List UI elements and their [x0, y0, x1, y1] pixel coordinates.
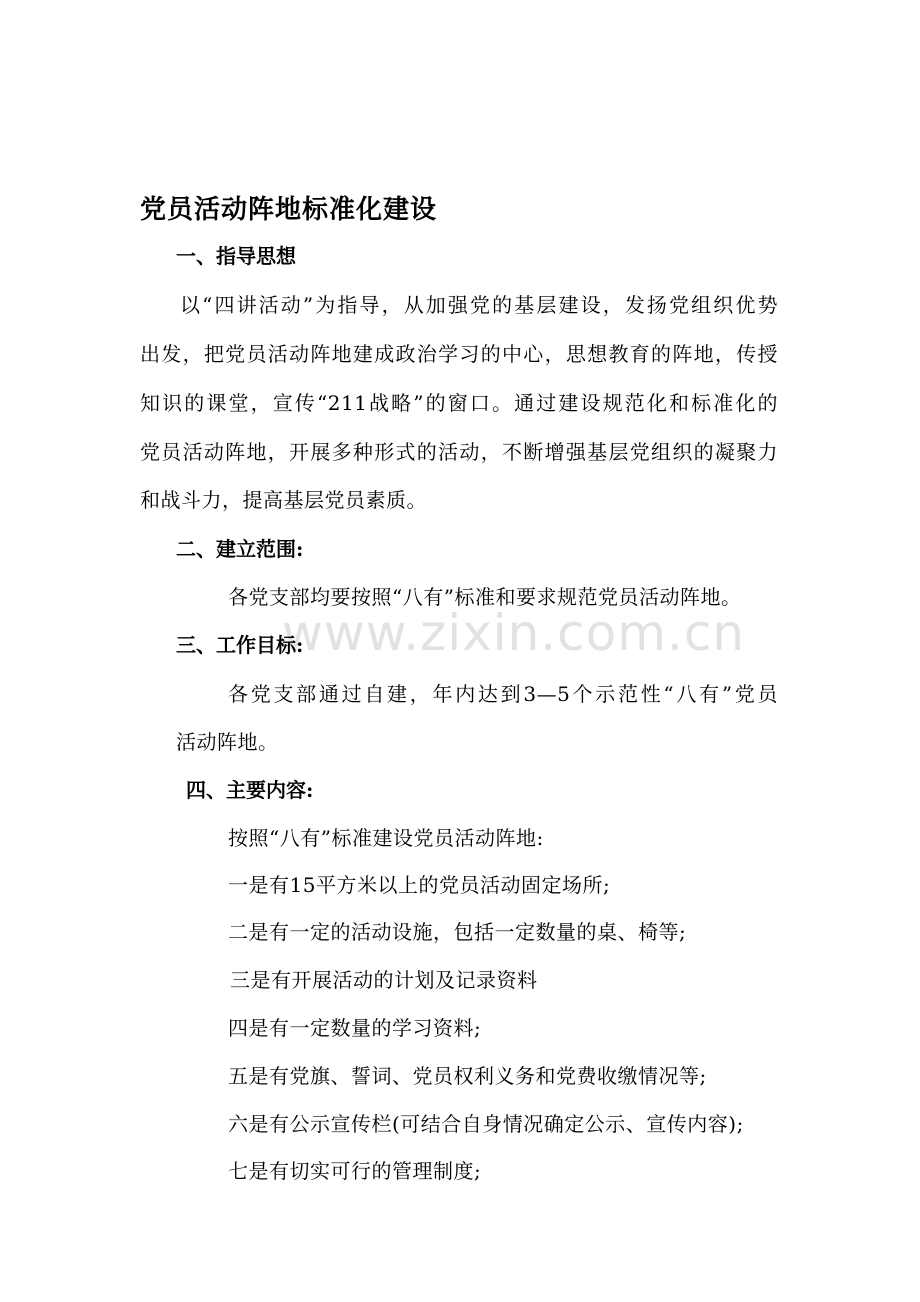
section-1-line-5: 和战斗力，提高基层党员素质。: [140, 488, 427, 512]
section-3-line-2: 活动阵地。: [176, 730, 279, 754]
section-3-heading: 三、工作目标:: [176, 633, 304, 657]
section-2-text: 各党支部均要按照“八有”标准和要求规范党员活动阵地。: [228, 585, 742, 609]
section-4-item-4: 四是有一定数量的学习资料;: [228, 1016, 482, 1040]
section-4-item-7: 七是有切实可行的管理制度;: [228, 1159, 482, 1183]
section-4-intro: 按照“八有”标准建设党员活动阵地:: [228, 826, 544, 850]
section-4-heading: 四、主要内容:: [186, 778, 314, 802]
section-4-item-2: 二是有一定的活动设施，包括一定数量的桌、椅等;: [228, 920, 687, 944]
section-1-line-1: 以“四讲活动”为指导，从加强党的基层建设，发扬党组织优势: [180, 293, 778, 317]
section-4-item-1: 一是有15平方米以上的党员活动固定场所;: [228, 873, 611, 897]
section-1-line-2: 出发，把党员活动阵地建成政治学习的中心，思想教育的阵地，传授: [140, 342, 778, 366]
section-4-item-3: 三是有开展活动的计划及记录资料: [230, 968, 538, 992]
section-1-line-3: 知识的课堂，宣传“211战略”的窗口。通过建设规范化和标准化的: [140, 391, 778, 415]
section-1-line-4: 党员活动阵地，开展多种形式的活动，不断增强基层党组织的凝聚力: [140, 440, 778, 464]
section-4-item-5: 五是有党旗、誓词、党员权利义务和党费收缴情况等;: [228, 1064, 707, 1088]
document-title: 党员活动阵地标准化建设: [140, 195, 438, 225]
section-4-item-6: 六是有公示宣传栏(可结合自身情况确定公示、宣传内容);: [228, 1112, 744, 1136]
section-2-heading: 二、建立范围:: [176, 537, 304, 561]
watermark: www.zixin.com.cn: [282, 604, 746, 662]
section-1-heading: 一、指导思想: [176, 244, 296, 268]
section-3-line-1: 各党支部通过自建，年内达到3—5个示范性“八有”党员: [228, 682, 778, 706]
